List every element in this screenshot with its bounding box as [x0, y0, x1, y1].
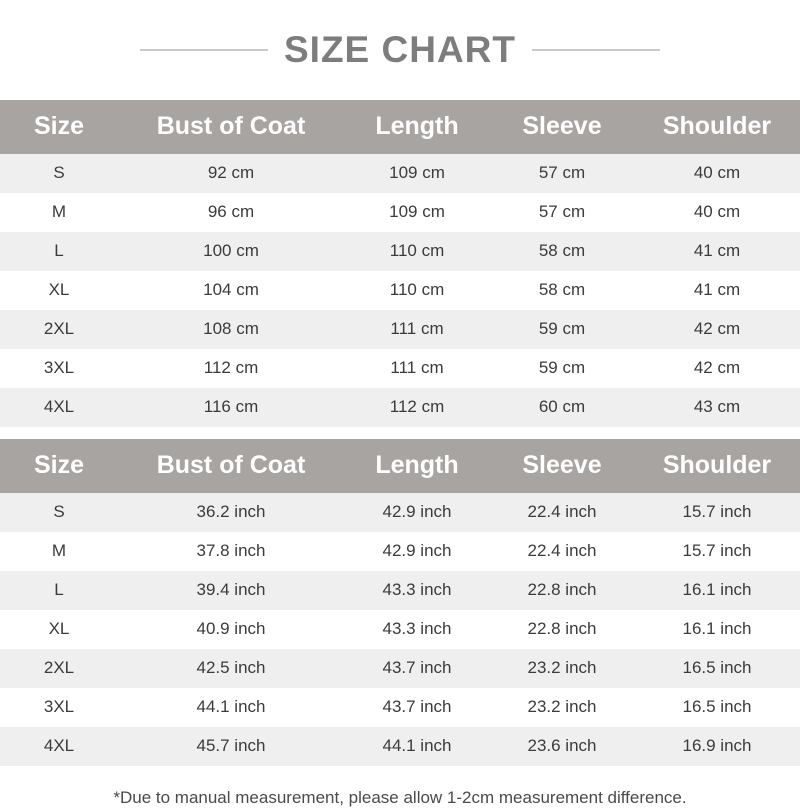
- cell-length: 42.9 inch: [344, 532, 490, 571]
- cell-bust: 37.8 inch: [118, 532, 344, 571]
- cell-bust: 39.4 inch: [118, 571, 344, 610]
- table-row: [0, 610, 800, 649]
- column-header-sleeve: Sleeve: [490, 439, 634, 493]
- column-header-length: Length: [344, 100, 490, 154]
- cell-length: 43.3 inch: [344, 571, 490, 610]
- column-header-length: Length: [344, 439, 490, 493]
- cell-bust: 112 cm: [118, 349, 344, 388]
- cell-sleeve: 59 cm: [490, 310, 634, 349]
- cell-sleeve: 58 cm: [490, 232, 634, 271]
- cell-bust: 44.1 inch: [118, 688, 344, 727]
- cell-bust: 45.7 inch: [118, 727, 344, 766]
- table-row: [0, 649, 800, 688]
- cell-sleeve: 23.2 inch: [490, 649, 634, 688]
- table-header-row: [0, 439, 800, 493]
- table-row: [0, 727, 800, 766]
- cell-size: M: [0, 532, 118, 571]
- cell-length: 44.1 inch: [344, 727, 490, 766]
- cell-length: 43.7 inch: [344, 688, 490, 727]
- table-row: [0, 154, 800, 193]
- cell-size: 3XL: [0, 688, 118, 727]
- cell-length: 111 cm: [344, 310, 490, 349]
- cell-size: L: [0, 232, 118, 271]
- cell-shoulder: 16.9 inch: [634, 727, 800, 766]
- column-header-size: Size: [0, 439, 118, 493]
- table-row: [0, 232, 800, 271]
- column-header-size: Size: [0, 100, 118, 154]
- cell-size: 2XL: [0, 649, 118, 688]
- cell-bust: 100 cm: [118, 232, 344, 271]
- cell-size: L: [0, 571, 118, 610]
- cell-shoulder: 16.1 inch: [634, 610, 800, 649]
- cell-sleeve: 23.6 inch: [490, 727, 634, 766]
- cell-shoulder: 42 cm: [634, 310, 800, 349]
- cell-shoulder: 40 cm: [634, 193, 800, 232]
- cell-length: 109 cm: [344, 154, 490, 193]
- cell-sleeve: 60 cm: [490, 388, 634, 427]
- table-row: [0, 193, 800, 232]
- cell-shoulder: 41 cm: [634, 232, 800, 271]
- cell-length: 43.3 inch: [344, 610, 490, 649]
- cell-length: 43.7 inch: [344, 649, 490, 688]
- table-row: [0, 571, 800, 610]
- cell-size: 2XL: [0, 310, 118, 349]
- cell-size: S: [0, 493, 118, 532]
- cell-sleeve: 22.8 inch: [490, 610, 634, 649]
- column-header-bust: Bust of Coat: [118, 439, 344, 493]
- table-row: [0, 493, 800, 532]
- cell-bust: 116 cm: [118, 388, 344, 427]
- cell-size: 4XL: [0, 388, 118, 427]
- cell-shoulder: 42 cm: [634, 349, 800, 388]
- table-row: [0, 310, 800, 349]
- page-title-row: [0, 0, 800, 100]
- cell-size: 3XL: [0, 349, 118, 388]
- cell-shoulder: 15.7 inch: [634, 493, 800, 532]
- size-table-metric: [0, 100, 800, 427]
- table-header-row: [0, 100, 800, 154]
- cell-bust: 96 cm: [118, 193, 344, 232]
- cell-sleeve: 58 cm: [490, 271, 634, 310]
- cell-bust: 40.9 inch: [118, 610, 344, 649]
- cell-sleeve: 57 cm: [490, 154, 634, 193]
- cell-sleeve: 59 cm: [490, 349, 634, 388]
- cell-size: M: [0, 193, 118, 232]
- page-title: SIZE CHART: [284, 29, 516, 70]
- cell-length: 110 cm: [344, 232, 490, 271]
- cell-shoulder: 16.5 inch: [634, 688, 800, 727]
- cell-sleeve: 22.8 inch: [490, 571, 634, 610]
- cell-sleeve: 57 cm: [490, 193, 634, 232]
- cell-size: XL: [0, 271, 118, 310]
- table-row: [0, 532, 800, 571]
- table-row: [0, 388, 800, 427]
- cell-size: S: [0, 154, 118, 193]
- table-row: [0, 688, 800, 727]
- cell-length: 110 cm: [344, 271, 490, 310]
- cell-shoulder: 41 cm: [634, 271, 800, 310]
- cell-length: 111 cm: [344, 349, 490, 388]
- column-header-sleeve: Sleeve: [490, 100, 634, 154]
- cell-bust: 108 cm: [118, 310, 344, 349]
- table-row: [0, 349, 800, 388]
- cell-length: 42.9 inch: [344, 493, 490, 532]
- column-header-shoulder: Shoulder: [634, 439, 800, 493]
- cell-length: 112 cm: [344, 388, 490, 427]
- cell-bust: 104 cm: [118, 271, 344, 310]
- cell-shoulder: 16.1 inch: [634, 571, 800, 610]
- cell-sleeve: 22.4 inch: [490, 493, 634, 532]
- cell-sleeve: 22.4 inch: [490, 532, 634, 571]
- title-rule-right: [532, 49, 660, 51]
- cell-shoulder: 43 cm: [634, 388, 800, 427]
- cell-size: 4XL: [0, 727, 118, 766]
- size-table-imperial: [0, 439, 800, 766]
- title-rule-left: [140, 49, 268, 51]
- cell-sleeve: 23.2 inch: [490, 688, 634, 727]
- column-header-shoulder: Shoulder: [634, 100, 800, 154]
- cell-bust: 92 cm: [118, 154, 344, 193]
- cell-shoulder: 15.7 inch: [634, 532, 800, 571]
- cell-bust: 36.2 inch: [118, 493, 344, 532]
- cell-size: XL: [0, 610, 118, 649]
- cell-length: 109 cm: [344, 193, 490, 232]
- column-header-bust: Bust of Coat: [118, 100, 344, 154]
- cell-bust: 42.5 inch: [118, 649, 344, 688]
- cell-shoulder: 16.5 inch: [634, 649, 800, 688]
- measurement-disclaimer: *Due to manual measurement, please allow 1-2cm measurement difference.: [113, 788, 687, 807]
- table-row: [0, 271, 800, 310]
- cell-shoulder: 40 cm: [634, 154, 800, 193]
